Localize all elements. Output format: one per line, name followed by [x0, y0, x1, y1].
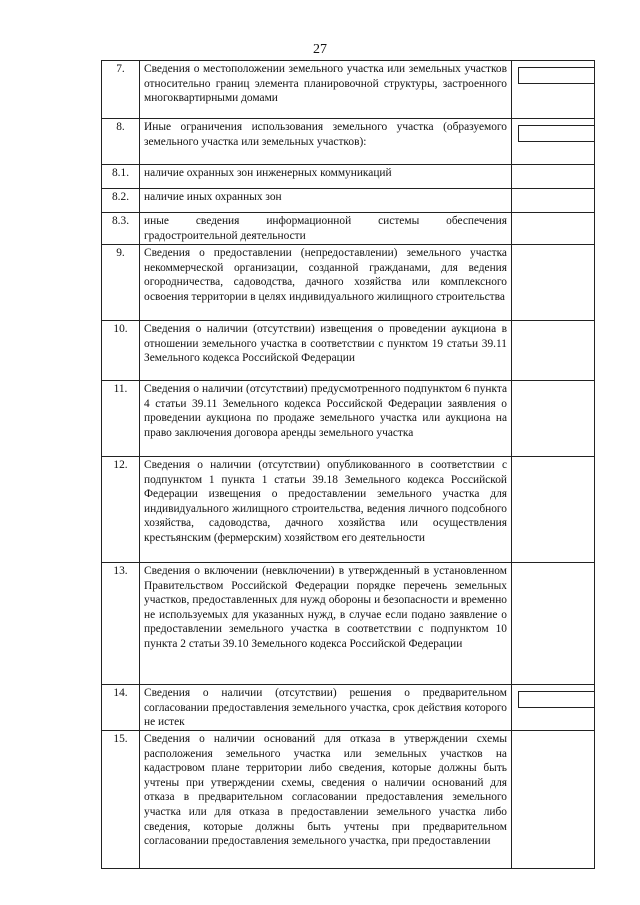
value-cell — [512, 189, 595, 213]
value-cell — [512, 245, 595, 321]
table-row — [102, 381, 595, 457]
value-cell — [512, 685, 595, 731]
value-cell — [512, 731, 595, 869]
row-number: 7. — [102, 61, 140, 119]
row-number: 12. — [102, 457, 140, 563]
table-row — [102, 457, 595, 563]
row-text: Сведения о наличии (отсутствии) опубликованного в соответствии с подпунктом 1 пункта 1 статьи 39.18 Земельного кодекса Российской Федерации извещения о предоставлении земельного участка для индивидуального жилищного строительства, ведения личного подсобного хозяйства, садоводства, дачного хозяйства или осуществления крестьянским (фермерским) хозяйством его деятельности — [140, 457, 512, 563]
value-cell — [512, 321, 595, 381]
row-text: Сведения о наличии (отсутствии) решения о предварительном согласовании предоставления земельного участка, срок действия которого не истек — [140, 685, 512, 731]
row-text: иные сведения информационной системы обеспечения градостроительной деятельности — [140, 213, 512, 245]
row-text: Сведения о наличии (отсутствии) предусмотренного подпунктом 6 пункта 4 статьи 39.11 Земельного кодекса Российской Федерации заявления о проведении аукциона по продаже земельного участка или аукциона на право заключения договора аренды земельного участка — [140, 381, 512, 457]
page-number: 27 — [313, 42, 327, 57]
value-cell — [512, 119, 595, 165]
table-row — [102, 685, 595, 731]
inner-box — [518, 691, 595, 708]
row-number: 9. — [102, 245, 140, 321]
row-number: 8. — [102, 119, 140, 165]
table-row — [102, 189, 595, 213]
row-number: 8.1. — [102, 165, 140, 189]
info-table — [101, 60, 595, 869]
row-number: 10. — [102, 321, 140, 381]
value-cell — [512, 61, 595, 119]
row-text: Сведения о включении (невключении) в утвержденный в установленном Правительством Российской Федерации порядке перечень земельных участков, предоставленных для нужд обороны и безопасности и временно не используемых для указанных нужд, в случае если подано заявление о предоставлении земельного участка в соответствии с подпунктом 10 пункта 2 статьи 39.10 Земельного кодекса Российской Федерации — [140, 563, 512, 685]
row-number: 14. — [102, 685, 140, 731]
row-number: 11. — [102, 381, 140, 457]
row-number: 13. — [102, 563, 140, 685]
row-text: Сведения о наличии оснований для отказа в утверждении схемы расположения земельного участка или земельных участков на кадастровом плане территории либо сведения, которые должны быть учтены при утверждении схемы, сведения о наличии оснований для отказа в предварительном согласовании предоставления земельного участка или для отказа в предоставлении земельного участка либо сведения, которые должны быть учтены при предварительном согласовании предоставления земельного участка, при предоставлении — [140, 731, 512, 869]
value-cell — [512, 381, 595, 457]
value-cell — [512, 213, 595, 245]
row-number: 8.2. — [102, 189, 140, 213]
row-text: Сведения о местоположении земельного участка или земельных участков относительно границ элемента планировочной структуры, застроенного многоквартирными домами — [140, 61, 512, 119]
value-cell — [512, 563, 595, 685]
row-number: 8.3. — [102, 213, 140, 245]
table-row — [102, 213, 595, 245]
table-row — [102, 321, 595, 381]
table-row — [102, 61, 595, 119]
value-cell — [512, 457, 595, 563]
table-row — [102, 563, 595, 685]
inner-box — [518, 67, 595, 84]
table-row — [102, 245, 595, 321]
inner-box — [518, 125, 595, 142]
table-row — [102, 731, 595, 869]
row-text: наличие охранных зон инженерных коммуникаций — [140, 165, 512, 189]
row-number: 15. — [102, 731, 140, 869]
row-text: Иные ограничения использования земельного участка (образуемого земельного участка или земельных участков): — [140, 119, 512, 165]
table-row — [102, 119, 595, 165]
row-text: Сведения о предоставлении (непредоставлении) земельного участка некоммерческой организации, созданной гражданами, для ведения огородничества, садоводства, дачного хозяйства или комплексного освоения территории в целях индивидуального жилищного строительства — [140, 245, 512, 321]
row-text: наличие иных охранных зон — [140, 189, 512, 213]
value-cell — [512, 165, 595, 189]
row-text: Сведения о наличии (отсутствии) извещения о проведении аукциона в отношении земельного участка в соответствии с пунктом 19 статьи 39.11 Земельного кодекса Российской Федерации — [140, 321, 512, 381]
table-row — [102, 165, 595, 189]
